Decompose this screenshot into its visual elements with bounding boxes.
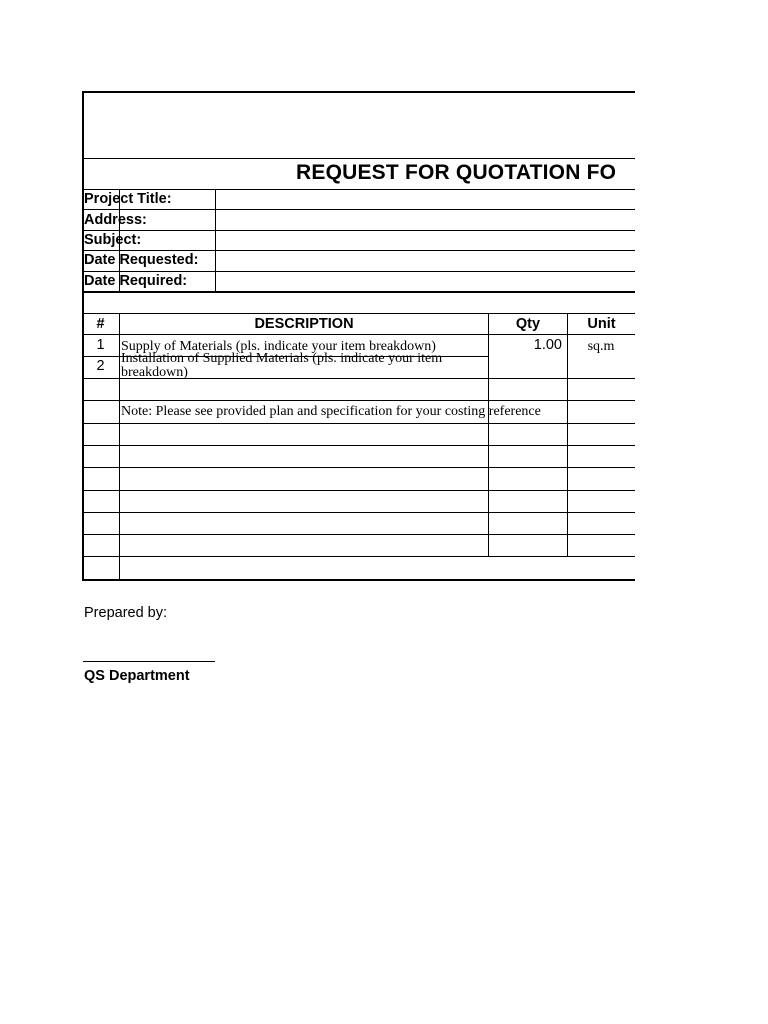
signature-line	[83, 661, 215, 662]
frame-left-border	[82, 91, 84, 581]
field-label-address: Address:	[84, 212, 147, 228]
frame-bottom-border	[82, 579, 635, 581]
table-header-qty: Qty	[515, 316, 541, 332]
fields-row-rule	[82, 271, 635, 272]
table-row-rule	[82, 467, 635, 468]
page-title: REQUEST FOR QUOTATION FO	[296, 161, 617, 184]
row-2-description: Installation of Supplied Materials (pls. indicate your item breakdown)	[121, 351, 443, 380]
row-1-description: Supply of Materials (pls. indicate your item breakdown)	[121, 339, 436, 354]
table-row-rule	[82, 534, 635, 535]
table-col-divider-num	[119, 313, 120, 580]
fields-row-rule	[82, 250, 635, 251]
department-label: QS Department	[84, 668, 190, 684]
title-top-rule	[82, 158, 635, 159]
fields-col-divider-2	[215, 189, 216, 292]
table-note: Note: Please see provided plan and specification for your costing reference	[121, 404, 541, 419]
table-header-unit: Unit	[587, 316, 616, 332]
row-1-unit: sq.m	[587, 339, 615, 354]
table-row-rule	[82, 445, 635, 446]
table-header-description: DESCRIPTION	[254, 316, 354, 332]
fields-bottom-rule	[82, 291, 635, 293]
frame-top-border	[82, 91, 635, 93]
fields-row-rule	[82, 230, 635, 231]
row-1-qty: 1.00	[533, 337, 562, 353]
table-row-rule	[82, 334, 635, 335]
table-row-rule	[82, 512, 635, 513]
table-row-rule	[82, 556, 635, 557]
table-row-rule	[82, 423, 635, 424]
fields-row-rule	[82, 209, 635, 210]
row-2-number: 2	[96, 358, 105, 374]
field-label-date-required: Date Required:	[84, 273, 188, 289]
field-label-date-requested: Date Requested:	[84, 252, 199, 268]
table-row-rule	[82, 490, 635, 491]
field-label-subject: Subject:	[84, 232, 142, 248]
table-header-num: #	[96, 316, 105, 332]
title-bottom-rule	[82, 189, 635, 190]
row-1-number: 1	[96, 337, 105, 353]
prepared-by-label: Prepared by:	[84, 605, 168, 621]
table-row-rule	[82, 400, 635, 401]
table-top-rule	[82, 313, 635, 314]
field-label-project-title: Project Title:	[84, 191, 172, 207]
quotation-sheet	[82, 91, 635, 581]
